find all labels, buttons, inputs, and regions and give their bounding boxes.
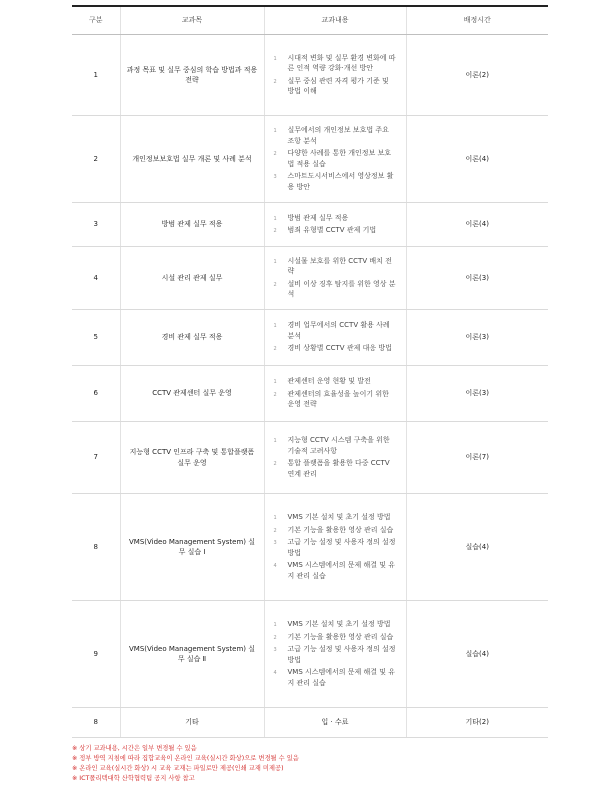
row-number: 9: [72, 601, 120, 708]
contents-cell: [264, 422, 406, 494]
header-hours: 배정시간: [406, 6, 548, 35]
table-row: [72, 366, 548, 422]
table-row: [72, 708, 548, 738]
note-line: ※ 온라인 교육(실시간 화상) 시 교육 교재는 파일로만 제공(인쇄 교재 미제공): [72, 765, 284, 772]
table-row: [72, 35, 548, 116]
subject-cell: VMS(Video Management System) 실무 실습 Ⅱ: [120, 601, 264, 708]
hours-cell: 기타(2): [406, 708, 548, 738]
table-row: [72, 310, 548, 366]
note-line: ※ 정부 방역 지침에 따라 집합교육이 온라인 교육(실시간 화상)으로 변경될 수 있음: [72, 755, 299, 762]
note-line: ※ 상기 교과내용, 시간은 일부 변경될 수 있음: [72, 745, 197, 752]
row-number: 2: [72, 116, 120, 203]
row-number: 6: [72, 366, 120, 422]
subject-cell: 지능형 CCTV 인프라 구축 및 통합플랫폼 실무 운영: [120, 422, 264, 494]
contents-cell: 입 · 수료: [264, 708, 406, 738]
hours-cell: 실습(4): [406, 601, 548, 708]
content-item: 1 시설물 보호를 위한 CCTV 배치 전략: [273, 256, 392, 275]
curriculum-table: [72, 5, 548, 738]
row-number: 3: [72, 203, 120, 247]
content-item: 2 기본 기능을 활용한 영상 관리 실습: [273, 525, 394, 534]
curriculum-page: [72, 5, 548, 784]
content-item: 2 실무 중심 관련 자격 평가 기준 및 방법 이해: [273, 76, 389, 95]
header-division: 구분: [72, 6, 120, 35]
note-line: ※ ICT폴리텍대학 산학협력팀 공지 사항 참고: [72, 775, 195, 782]
contents-cell: [264, 247, 406, 310]
content-item: 2 기본 기능을 활용한 영상 관리 실습: [273, 632, 394, 641]
content-item: 2 범죄 유형별 CCTV 관제 기법: [273, 226, 377, 234]
row-number: 5: [72, 310, 120, 366]
content-item: 1 실무에서의 개인정보 보호법 주요 조항 분석: [273, 126, 389, 145]
subject-cell: 기타: [120, 708, 264, 738]
subject-cell: CCTV 관제센터 실무 운영: [120, 366, 264, 422]
table-row: [72, 203, 548, 247]
content-item: 2 통합 플랫폼을 활용한 다중 CCTV 연계 관리: [273, 459, 390, 478]
content-item: 3 고급 기능 설정 및 사용자 정의 설정 방법: [273, 645, 396, 664]
subject-cell: VMS(Video Management System) 실무 실습 Ⅰ: [120, 494, 264, 601]
content-item: 4 VMS 시스템에서의 문제 해결 및 유지 관리 실습: [273, 668, 396, 687]
content-item: 1 VMS 기본 설치 및 초기 설정 방법: [273, 620, 391, 628]
hours-cell: 이론(4): [406, 116, 548, 203]
content-item: 3 스마트도시서비스에서 영상정보 활용 방안: [273, 172, 394, 191]
content-item: 2 경비 상황별 CCTV 관제 대응 방법: [273, 344, 392, 353]
hours-cell: 이론(4): [406, 203, 548, 247]
table-header-row: [72, 6, 548, 35]
row-number: 7: [72, 422, 120, 494]
hours-cell: 이론(3): [406, 366, 548, 422]
table-row: [72, 116, 548, 203]
contents-cell: [264, 310, 406, 366]
table-row: [72, 494, 548, 601]
content-item: 2 설비 이상 징후 탐지를 위한 영상 분석: [273, 279, 396, 298]
content-item: 3 고급 기능 설정 및 사용자 정의 설정 방법: [273, 538, 396, 557]
notes-block: [72, 744, 548, 784]
content-item: 1 방범 관제 실무 적용: [273, 213, 349, 222]
subject-cell: 방범 관제 실무 적용: [120, 203, 264, 247]
content-item: 2 관제센터의 효율성을 높이기 위한 운영 전략: [273, 389, 389, 409]
contents-cell: [264, 494, 406, 601]
table-row: [72, 601, 548, 708]
content-item: 4 VMS 시스템에서의 문제 해결 및 유지 관리 실습: [273, 561, 396, 580]
row-number: 1: [72, 35, 120, 116]
content-item: 1 관제센터 운영 현황 및 발전: [273, 377, 371, 386]
contents-cell: [264, 35, 406, 116]
table-row: [72, 247, 548, 310]
content-item: 1 지능형 CCTV 시스템 구축을 위한 기술적 고려사항: [273, 436, 390, 455]
hours-cell: 실습(4): [406, 494, 548, 601]
hours-cell: 이론(3): [406, 310, 548, 366]
header-subject: 교과목: [120, 6, 264, 35]
hours-cell: 이론(7): [406, 422, 548, 494]
header-contents: 교과내용: [264, 6, 406, 35]
row-number: 8: [72, 708, 120, 738]
content-item: 1 경비 업무에서의 CCTV 활용 사례 분석: [273, 321, 390, 340]
contents-cell: [264, 601, 406, 708]
contents-cell: [264, 203, 406, 247]
row-number: 4: [72, 247, 120, 310]
contents-cell: [264, 116, 406, 203]
content-item: 2 다양한 사례를 통한 개인정보 보호법 적용 실습: [273, 149, 392, 168]
hours-cell: 이론(2): [406, 35, 548, 116]
hours-cell: 이론(3): [406, 247, 548, 310]
subject-cell: 경비 관제 실무 적용: [120, 310, 264, 366]
row-number: 8: [72, 494, 120, 601]
table-row: [72, 422, 548, 494]
subject-cell: 과정 목표 및 실무 중심의 학습 방법과 적용 전략: [120, 35, 264, 116]
content-item: 1 VMS 기본 설치 및 초기 설정 방법: [273, 513, 391, 521]
subject-cell: 개인정보보호법 실무 개론 및 사례 분석: [120, 116, 264, 203]
subject-cell: 시설 관리 관제 실무: [120, 247, 264, 310]
content-item: 1 시대적 변화 및 실무 환경 변화에 따른 인적 역량 강화·개선 방안: [273, 53, 396, 72]
contents-cell: [264, 366, 406, 422]
